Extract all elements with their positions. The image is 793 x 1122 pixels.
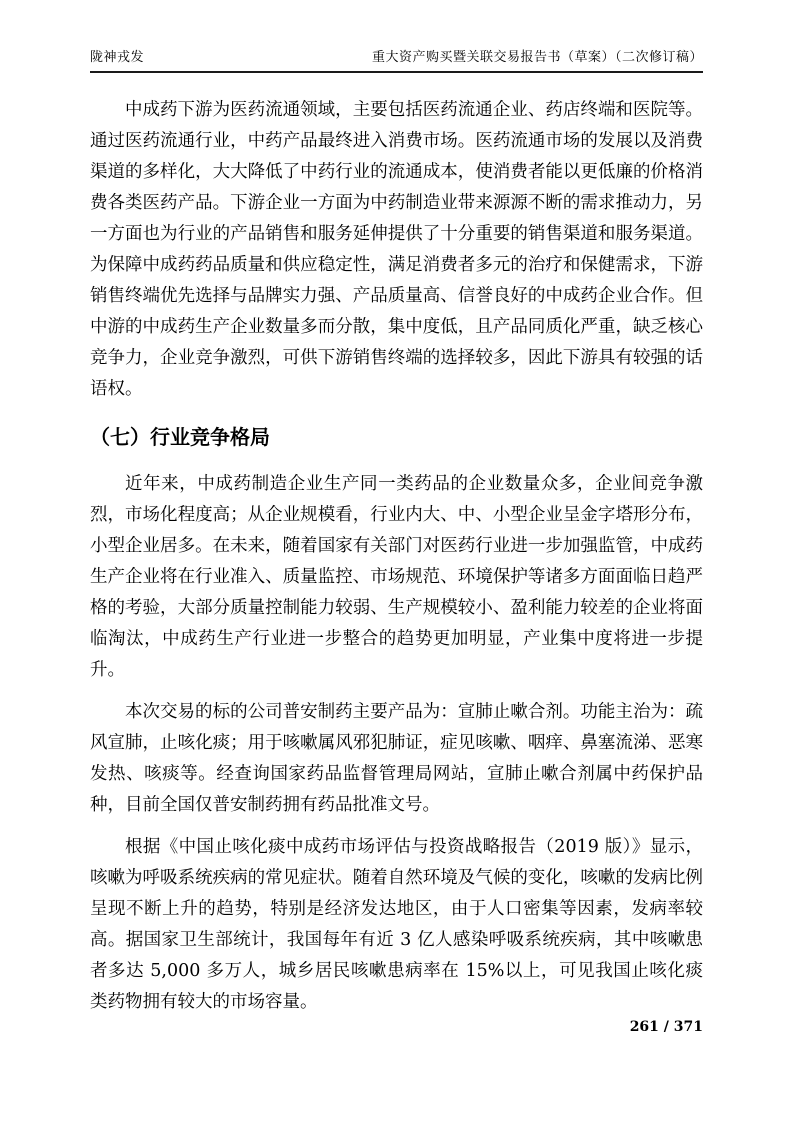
document-body: [90, 95, 703, 1029]
header-report-title: 重大资产购买暨关联交易报告书（草案）（二次修订稿）: [371, 50, 703, 65]
paragraph-competition-landscape: 近年来，中成药制造企业生产同一类药品的企业数量众多，企业间竞争激烈，市场化程度高；从企业规模看，行业内大、中、小型企业呈金字塔形分布，小型企业居多。在未来，随着国家有关部门对医药行业进一步加强监管，中成药生产企业将在行业准入、质量监控、市场规范、环境保护等诸多方面面临日趋严格的考验，大部分质量控制能力较弱、生产规模较小、盈利能力较差的企业将面临淘汰，中成药生产行业进一步整合的趋势更加明显，产业集中度将进一步提升。: [90, 474, 703, 680]
page-footer: [630, 1019, 703, 1035]
page-number: 261 / 371: [629, 1019, 703, 1035]
paragraph-cough-market-report: 根据《中国止咳化痰中成药市场评估与投资战略报告（2019 版）》显示，咳嗽为呼吸系统疾病的常见症状。随着自然环境及气候的变化，咳嗽的发病比例呈现不断上升的趋势，特别是经济发达地区，由于人口密集等因素，发病率较高。据国家卫生部统计，我国每年有近 3 亿人感染呼吸系统疾病，其中咳嗽患者多达 5,000 多万人，城乡居民咳嗽患病率在 15%以上，可见我国止咳化痰类药物拥有较大的市场容量。: [90, 837, 703, 1012]
paragraph-downstream-distribution: 中成药下游为医药流通领域，主要包括医药流通企业、药店终端和医院等。通过医药流通行业，中药产品最终进入消费市场。医药流通市场的发展以及消费渠道的多样化，大大降低了中药行业的流通成本，使消费者能以更低廉的价格消费各类医药产品。下游企业一方面为中药制造业带来源源不断的需求推动力，另一方面也为行业的产品销售和服务延伸提供了十分重要的销售渠道和服务渠道。为保障中成药药品质量和供应稳定性，满足消费者多元的治疗和保健需求，下游销售终端优先选择与品牌实力强、产品质量高、信誉良好的中成药企业合作。但中游的中成药生产企业数量多而分散，集中度低，且产品同质化严重，缺乏核心竞争力，企业竞争激烈，可供下游销售终端的选择较多，因此下游具有较强的话语权。: [90, 100, 703, 399]
paragraph-target-company-product: 本次交易的标的公司普安制药主要产品为：宣肺止嗽合剂。功能主治为：疏风宣肺，止咳化痰；用于咳嗽属风邪犯肺证，症见咳嗽、咽痒、鼻塞流涕、恶寒发热、咳痰等。经查询国家药品监督管理局网站，宣肺止嗽合剂属中药保护品种，目前全国仅普安制药拥有药品批准文号。: [90, 702, 703, 815]
header-company-name: 陇神戎发: [90, 50, 145, 65]
page-header: [90, 50, 703, 73]
section-heading-industry-competition: （七）行业竞争格局: [90, 425, 270, 449]
